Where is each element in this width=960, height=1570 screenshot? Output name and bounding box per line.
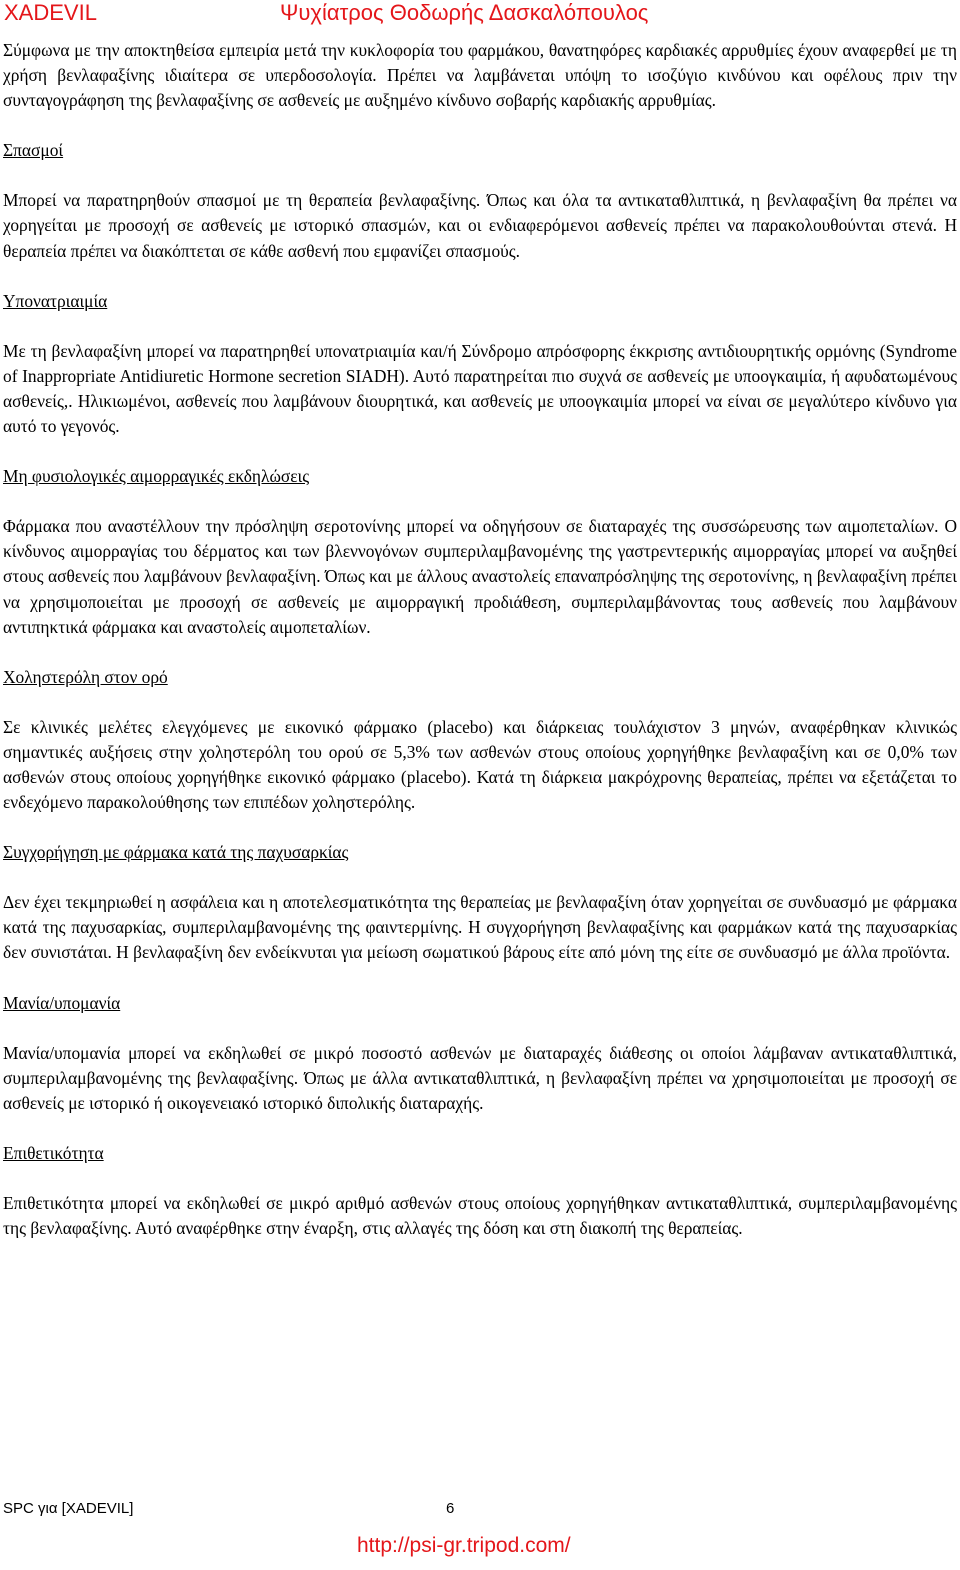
intro-paragraph: Σύμφωνα με την αποκτηθείσα εμπειρία μετά την κυκλοφορία του φαρμάκου, θανατηφόρες καρδιακές αρρυθμίες έχουν αναφερθεί με τη χρήση βενλαφαξίνης ιδιαίτερα σε υπερδοσολογία. Πρέπει να λαμβάνεται υπόψη το ισοζύγιο κινδύνου και οφέλους πριν την συνταγογράφηση της βενλαφαξίνης σε ασθενείς με αυξημένο κίνδυνο σοβαρής καρδιακής αρρυθμίας. — [3, 40, 957, 111]
section-heading-antiobesity: Συγχορήγηση με φάρμακα κατά της παχυσαρκίας — [3, 842, 349, 863]
page-number: 6 — [446, 1500, 455, 1517]
section-text-cholesterol: Σε κλινικές μελέτες ελεγχόμενες με εικονικό φάρμακο (placebo) και διάρκειας τουλάχιστον 3 μηνών, αναφέρθηκαν κλινικώς σημαντικές αυξήσεις στην χοληστερόλη του ορού σε 5,3% των ασθενών στους οποίους χορηγήθηκε βενλαφαξίνη και σε 0,0% των ασθενών στους οποίους χορηγήθηκε εικονικό φάρμακο (placebo). Κατά τη διάρκεια μακρόχρονης θεραπείας, πρέπει να εξετάζεται το ενδεχόμενο παρακολούθησης των επιπέδων χοληστερόλης. — [3, 716, 957, 813]
document-body — [3, 38, 957, 1266]
section-text-seizures: Μπορεί να παρατηρηθούν σπασμοί με τη θεραπεία βενλαφαξίνης. Όπως και όλα τα αντικαταθλιπτικά, η βενλαφαξίνη θα πρέπει να χορηγείται με προσοχή σε ασθενείς με ιστορικό σπασμών, και οι ενδιαφερόμενοι ασθενείς πρέπει να παρακολουθούνται στενά. Η θεραπεία πρέπει να διακόπτεται σε κάθε ασθενή που εμφανίζει σπασμούς. — [3, 190, 957, 261]
section-text-bleeding: Φάρμακα που αναστέλλουν την πρόσληψη σεροτονίνης μπορεί να οδηγήσουν σε διαταραχές της συσσώρευσης των αιμοπεταλίων. Ο κίνδυνος αιμορραγίας του δέρματος και των βλεννογόνων συμπεριλαμβανομένης της γαστρεντερικής αιμορραγίας μπορεί να αυξηθεί στους ασθενείς που λαμβάνουν βενλαφαξίνη. Όπως και με άλλους αναστολείς επαναπρόσληψης της σεροτονίνης, η βενλαφαξίνη πρέπει να χρησιμοποιείται με προσοχή σε ασθενείς με αιμορραγική προδιάθεση, συμπεριλαμβάνοντας τους ασθενείς που λαμβάνουν αντιπηκτικά φάρμακα και αναστολείς αιμοπεταλίων. — [3, 516, 957, 637]
page-header — [0, 0, 960, 30]
site-url-link[interactable]: http://psi-gr.tripod.com/ — [357, 1534, 571, 1557]
section-text-mania: Μανία/υπομανία μπορεί να εκδηλωθεί σε μικρό ποσοστό ασθενών με διαταραχές διάθεσης οι οποίοι λάμβαναν αντικαταθλιπτικά, συμπεριλαμβανομένης της βενλαφαξίνης. Όπως με άλλα αντικαταθλιπτικά, η βενλαφαξίνη πρέπει να χρησιμοποιείται με προσοχή σε ασθενείς με ιστορικό ή οικογενειακό ιστορικό διπολικής διαταραχής. — [3, 1042, 957, 1113]
doctor-name: Ψυχίατρος Θοδωρής Δασκαλόπουλος — [280, 0, 649, 25]
section-heading-seizures: Σπασμοί — [3, 140, 64, 161]
section-text-aggression: Επιθετικότητα μπορεί να εκδηλωθεί σε μικρό αριθμό ασθενών στους οποίους χορηγήθηκαν αντικαταθλιπτικά, συμπεριλαμβανομένης της βενλαφαξίνης. Αυτό αναφέρθηκε στην έναρξη, στις αλλαγές της δόση και στη διακοπή της θεραπείας. — [3, 1193, 957, 1239]
section-text-antiobesity: Δεν έχει τεκμηριωθεί η ασφάλεια και η αποτελεσματικότητα της θεραπείας με βενλαφαξίνη όταν χορηγείται σε συνδυασμό με φάρμακα κατά της παχυσαρκίας, συμπεριλαμβανομένης της φαιντερμίνης. Η συγχορήγηση βενλαφαξίνης και φαρμάκων κατά της παχυσαρκίας δεν συνιστάται. Η βενλαφαξίνη δεν ενδείκνυται για μείωση σωματικού βάρους είτε από μόνη της είτε σε συνδυασμό με άλλα προϊόντα. — [3, 892, 957, 963]
section-heading-bleeding: Μη φυσιολογικές αιμορραγικές εκδηλώσεις — [3, 466, 310, 487]
brand-name: XADEVIL — [4, 0, 97, 25]
footer-spc-label: SPC για [XADEVIL] — [3, 1500, 134, 1517]
section-heading-mania: Μανία/υπομανία — [3, 992, 121, 1013]
section-text-hyponatremia: Με τη βενλαφαξίνη μπορεί να παρατηρηθεί υπονατριαιμία και/ή Σύνδρομο απρόσφορης έκκρισης αντιδιουρητικής ορμόνης (Syndrome of Inappropriate Antidiuretic Hormone secretion SIADH). Αυτό παρατηρείται πιο συχνά σε ασθενείς με υποογκαιμία, ή αφυδατωμένους ασθενείς,. Ηλικιωμένοι, ασθενείς που λαμβάνουν διουρητικά, και ασθενείς με υποογκαιμία μπορεί να είναι σε μεγαλύτερο κίνδυνο για αυτό το γεγονός. — [3, 340, 957, 437]
section-heading-hyponatremia: Υπονατριαιμία — [3, 290, 108, 311]
section-heading-aggression: Επιθετικότητα — [3, 1142, 104, 1163]
section-heading-cholesterol: Χοληστερόλη στον ορό — [3, 666, 168, 687]
